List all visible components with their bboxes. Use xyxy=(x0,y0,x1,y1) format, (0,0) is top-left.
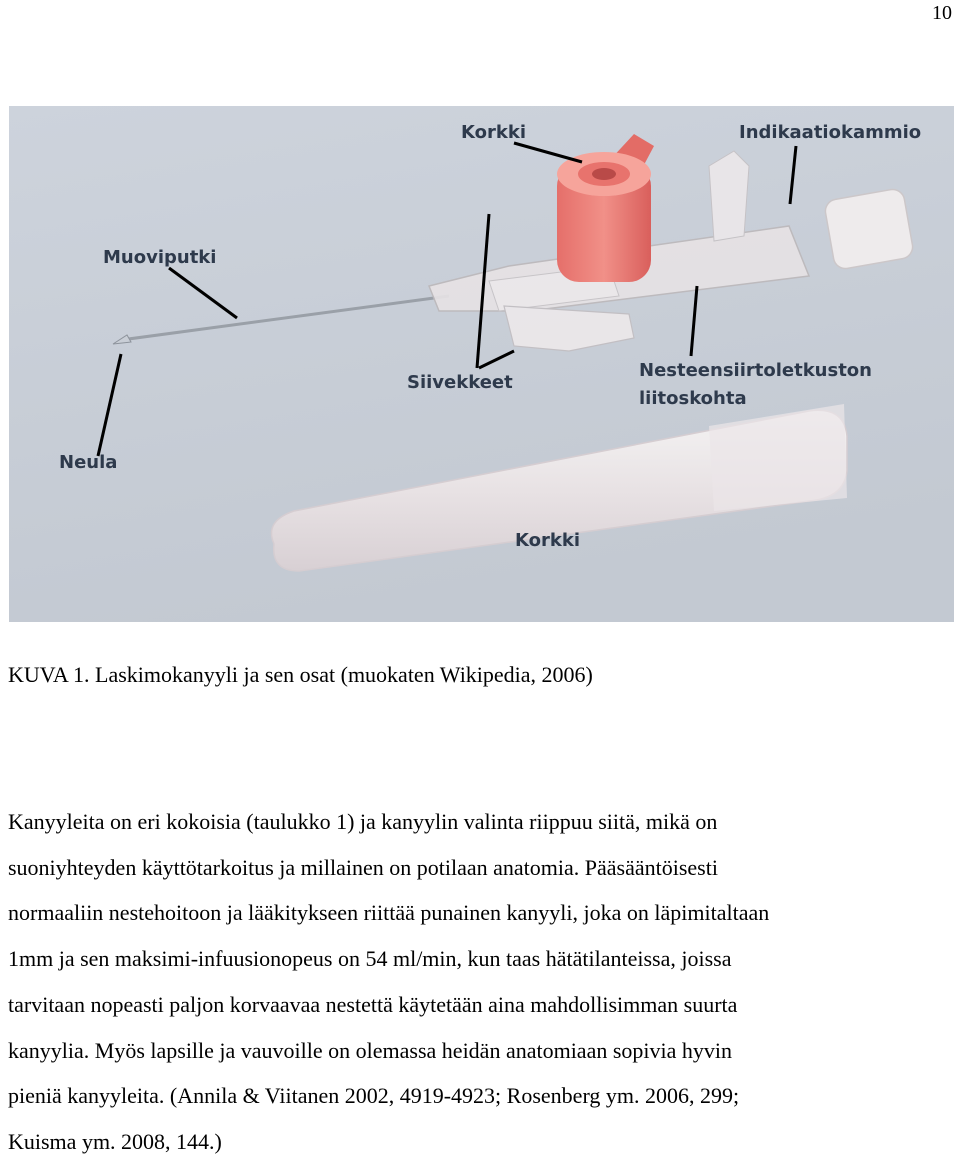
paragraph-line: 1mm ja sen maksimi-infuusionopeus on 54 ml/min, kun taas hätätilanteissa, joissa xyxy=(8,946,732,972)
label-korkki-top: Korkki xyxy=(461,122,526,143)
paragraph-line: suoniyhteyden käyttötarkoitus ja millainen on potilaan anatomia. Pääsääntöisesti xyxy=(8,854,718,880)
label-muoviputki: Muoviputki xyxy=(103,247,217,268)
figure-caption: KUVA 1. Laskimokanyyli ja sen osat (muokaten Wikipedia, 2006) xyxy=(8,662,593,687)
label-liitoskohta-1: Nesteensiirtoletkuston xyxy=(639,360,872,381)
cannula-photo xyxy=(9,106,954,622)
paragraph-line: Kuisma ym. 2008, 144.) xyxy=(8,1128,222,1154)
paragraph-line: tarvitaan nopeasti paljon korvaavaa nestettä käytetään aina mahdollisimman suurta xyxy=(8,991,738,1017)
page-number: 10 xyxy=(932,2,952,24)
label-neula: Neula xyxy=(59,452,118,473)
paragraph-line: kanyylia. Myös lapsille ja vauvoille on olemassa heidän anatomiaan sopivia hyvin xyxy=(8,1037,733,1063)
paragraph-line: normaaliin nestehoitoon ja lääkitykseen riittää punainen kanyyli, joka on läpimitaltaan xyxy=(8,900,770,926)
paragraph-line: pieniä kanyyleita. (Annila & Viitanen 2002, 4919-4923; Rosenberg ym. 2006, 299; xyxy=(8,1083,740,1109)
paragraph-line: Kanyyleita on eri kokoisia (taulukko 1) ja kanyylin valinta riippuu siitä, mikä on xyxy=(8,809,718,834)
label-indikaatiokammio: Indikaatiokammio xyxy=(739,122,922,143)
cannula-figure xyxy=(9,106,954,622)
label-liitoskohta-2: liitoskohta xyxy=(639,388,747,409)
body-paragraph xyxy=(8,799,953,1165)
label-korkki-bottom: Korkki xyxy=(515,530,580,551)
label-siivekkeet: Siivekkeet xyxy=(407,372,513,393)
